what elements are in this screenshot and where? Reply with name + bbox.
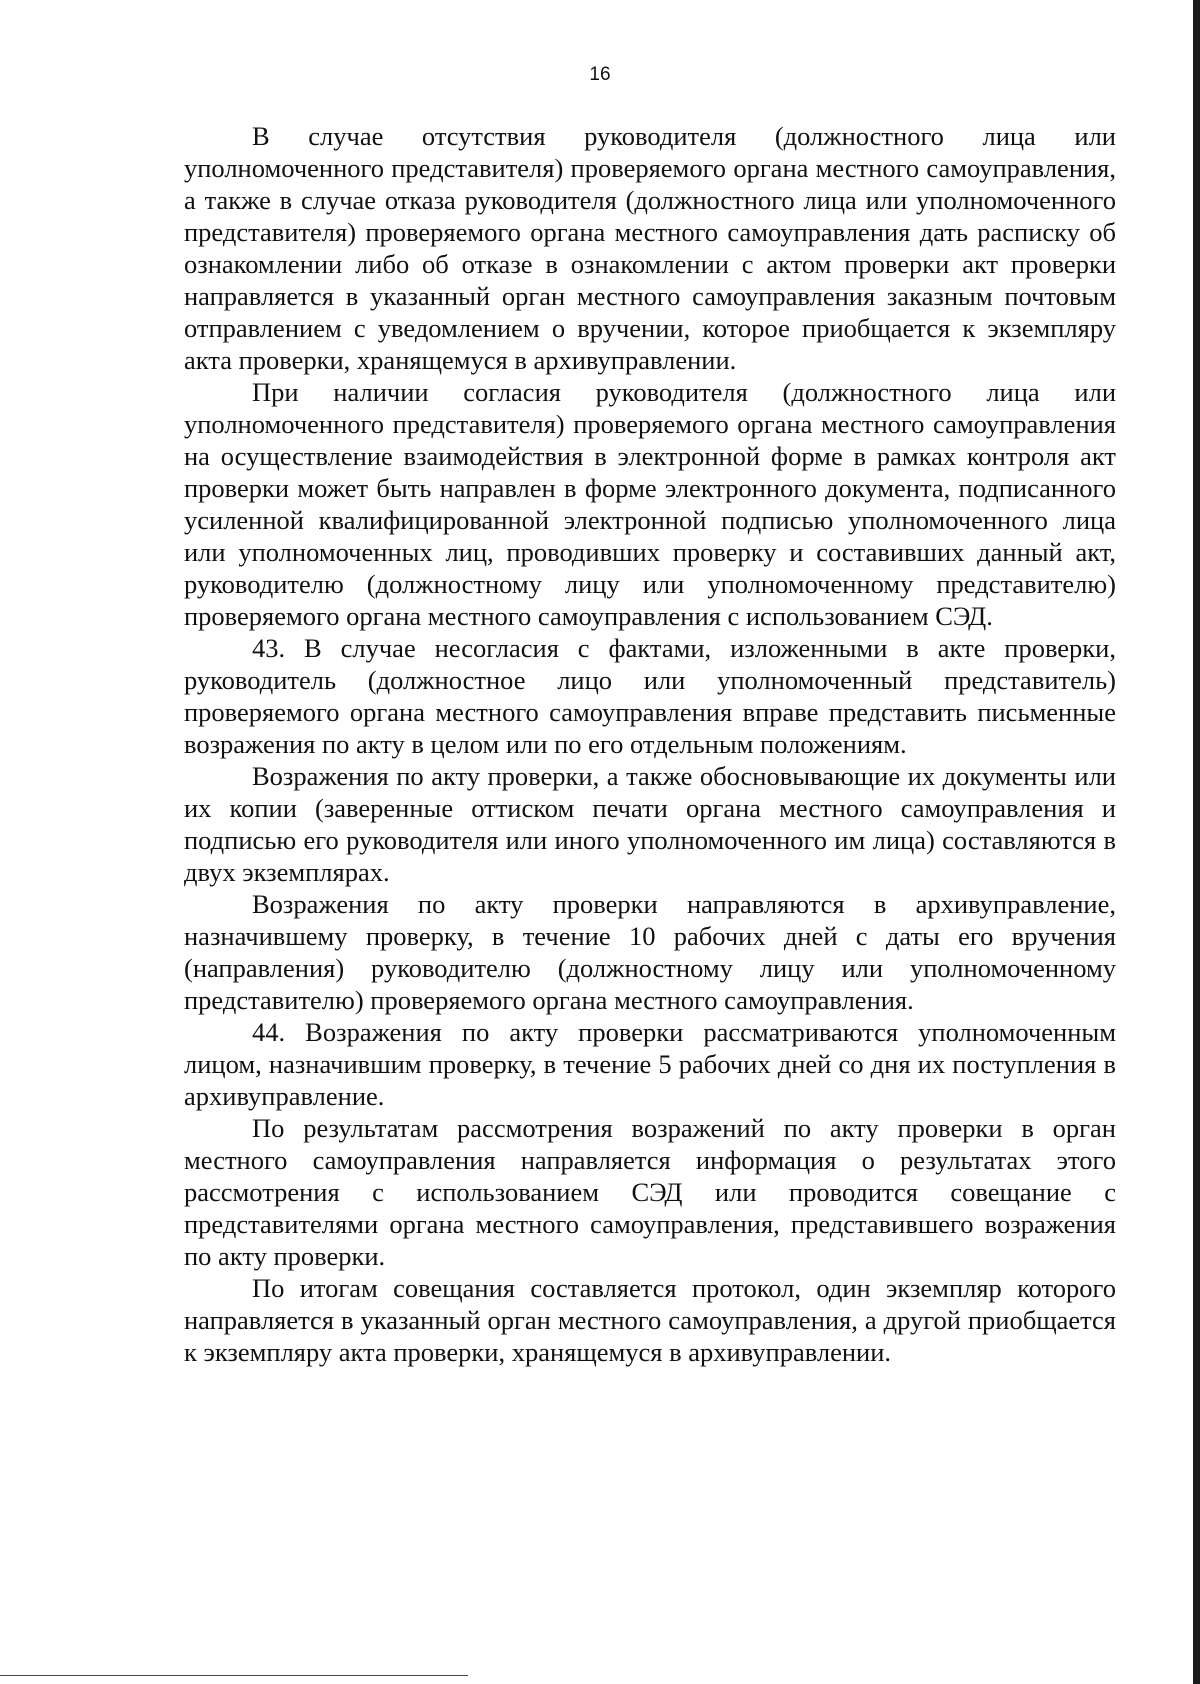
paragraph-objection-documents: Возражения по акту проверки, а также обосновывающие их документы или их копии (заверенные оттиском печати органа местного самоуправления и подписью его руководителя или иного уполномоченного им лица) составляются в двух экземплярах.: [184, 761, 1116, 887]
paragraph-review-results: По результатам рассмотрения возражений по акту проверки в орган местного самоуправления направляется информация о результатах этого рассмотрения с использованием СЭД или проводится совещание с представителями органа местного самоуправления, представившего возражения по акту проверки.: [184, 1113, 1116, 1271]
paragraph-objection-deadline: Возражения по акту проверки направляются в архивуправление, назначившему проверку, в течение 10 рабочих дней с даты его вручения (направления) руководителю (должностному лицу или уполномоченному представителю) проверяемого органа местного самоуправления.: [184, 889, 1116, 1015]
paragraph-meeting-protocol: По итогам совещания составляется протокол, один экземпляр которого направляется в указанный орган местного самоуправления, а другой приобщается к экземпляру акта проверки, хранящемуся в архивуправлении.: [184, 1273, 1116, 1367]
paragraph-43-objections: 43. В случае несогласия с фактами, изложенными в акте проверки, руководитель (должностное лицо или уполномоченный представитель) проверяемого органа местного самоуправления вправе представить письменные возражения по акту в целом или по его отдельным положениям.: [184, 633, 1116, 759]
paragraph-absence-of-head: В случае отсутствия руководителя (должностного лица или уполномоченного представителя) проверяемого органа местного самоуправления, а также в случае отказа руководителя (должностного лица или уполномоченного представителя) проверяемого органа местного самоуправления дать расписку об ознакомлении либо об отказе в ознакомлении с актом проверки акт проверки направляется в указанный орган местного самоуправления заказным почтовым отправлением с уведомлением о вручении, которое приобщается к экземпляру акта проверки, хранящемуся в архивуправлении.: [184, 121, 1116, 375]
page-number: 16: [589, 64, 611, 85]
paragraph-electronic-consent: При наличии согласия руководителя (должностного лица или уполномоченного представителя) проверяемого органа местного самоуправления на осуществление взаимодействия в электронной форме в рамках контроля акт проверки может быть направлен в форме электронного документа, подписанного усиленной квалифицированной электронной подписью уполномоченного лица или уполномоченных лиц, проводивших проверку и составивших данный акт, руководителю (должностному лицу или уполномоченному представителю) проверяемого органа местного самоуправления с использованием СЭД.: [184, 377, 1116, 631]
paragraph-44-review: 44. Возражения по акту проверки рассматриваются уполномоченным лицом, назначившим проверку, в течение 5 рабочих дней со дня их поступления в архивуправление.: [184, 1017, 1116, 1111]
scan-right-edge: [1193, 0, 1200, 1684]
scan-bottom-line: [0, 1675, 468, 1676]
document-body: [184, 120, 1116, 1368]
